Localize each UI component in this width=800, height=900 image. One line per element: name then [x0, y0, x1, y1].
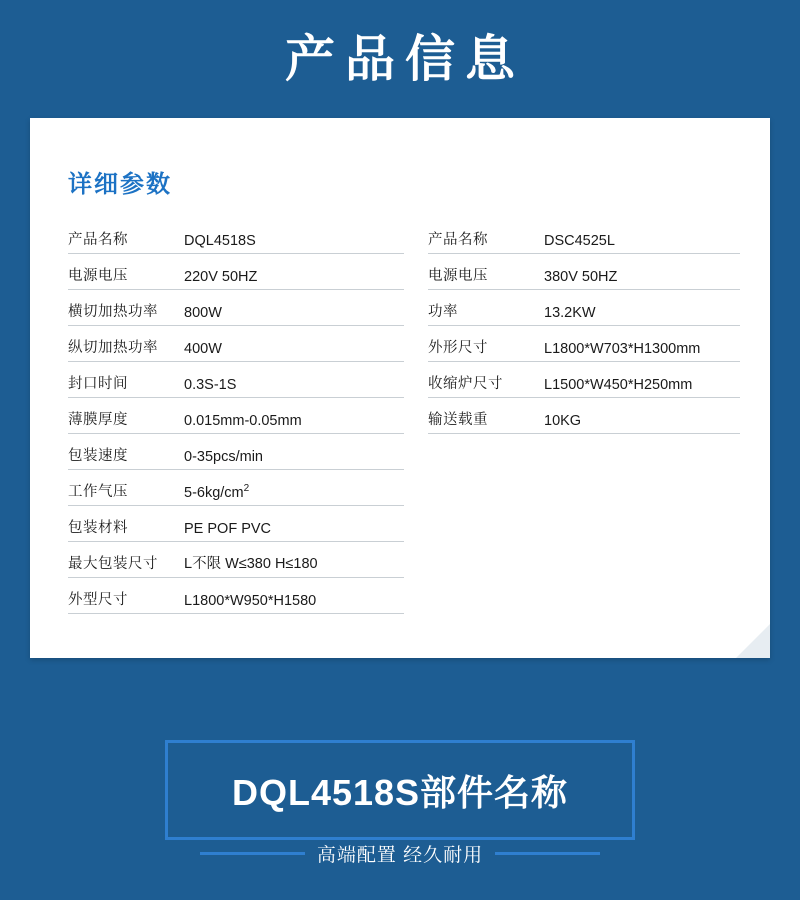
spec-label: 包装速度 — [68, 448, 128, 464]
spec-label: 输送载重 — [428, 412, 488, 428]
spec-value: 0.3S-1S — [184, 377, 237, 393]
spec-label: 薄膜厚度 — [68, 412, 128, 428]
spec-value: 0.015mm-0.05mm — [184, 413, 302, 429]
spec-label: 外形尺寸 — [428, 340, 488, 356]
spec-value-text: 5-6kg/cm — [184, 485, 244, 501]
page-title: 产品信息 — [285, 31, 525, 87]
table-row — [68, 542, 404, 578]
table-row — [68, 326, 404, 362]
spec-value: 13.2KW — [544, 305, 596, 321]
spec-value: PE POF PVC — [184, 521, 272, 537]
table-row — [68, 434, 404, 470]
divider-left — [200, 852, 305, 855]
spec-value: DSC4525L — [544, 233, 615, 249]
spec-table — [68, 218, 740, 614]
spec-label: 产品名称 — [68, 232, 128, 248]
spec-label: 功率 — [428, 304, 458, 320]
table-row — [68, 218, 404, 254]
banner-subtitle-row — [0, 840, 800, 867]
table-row — [428, 290, 740, 326]
spec-value: 0-35pcs/min — [184, 449, 263, 465]
table-row — [68, 254, 404, 290]
divider-right — [495, 852, 600, 855]
table-row — [68, 578, 404, 614]
spec-value: 800W — [184, 305, 222, 321]
spec-value: 220V 50HZ — [184, 269, 258, 285]
spec-value: L1500*W450*H250mm — [544, 377, 693, 393]
table-row — [68, 398, 404, 434]
spec-column-left — [68, 218, 404, 614]
table-row — [68, 362, 404, 398]
table-row — [428, 362, 740, 398]
spec-value: 380V 50HZ — [544, 269, 618, 285]
spec-label: 电源电压 — [68, 268, 128, 284]
spec-value: L1800*W950*H1580 — [184, 593, 317, 609]
spec-value: 10KG — [544, 413, 582, 429]
banner-subtitle: 高端配置 经久耐用 — [316, 845, 484, 866]
spec-label: 外型尺寸 — [68, 592, 128, 608]
spec-column-right — [404, 218, 740, 614]
spec-label: 封口时间 — [68, 376, 128, 392]
spec-value: L1800*W703*H1300mm — [544, 341, 701, 357]
spec-label: 横切加热功率 — [68, 304, 158, 320]
spec-label: 最大包装尺寸 — [68, 556, 158, 572]
banner-title: DQL4518S部件名称 — [231, 771, 569, 813]
spec-value — [184, 483, 249, 501]
table-row — [68, 470, 404, 506]
spec-value-superscript: 2 — [243, 483, 250, 495]
spec-label: 收缩炉尺寸 — [428, 376, 503, 392]
table-row — [428, 218, 740, 254]
spec-value: L不限 W≤380 H≤180 — [184, 556, 318, 572]
table-row — [428, 254, 740, 290]
page-header — [0, 0, 800, 118]
bottom-banner — [0, 700, 800, 900]
spec-label: 工作气压 — [68, 484, 128, 500]
table-row — [68, 290, 404, 326]
spec-card-title: 详细参数 — [68, 171, 172, 198]
spec-value: 400W — [184, 341, 222, 357]
spec-label: 包装材料 — [68, 520, 128, 536]
table-row — [428, 398, 740, 434]
spec-label: 产品名称 — [428, 232, 488, 248]
table-row — [428, 326, 740, 362]
banner-title-box — [165, 740, 635, 840]
table-row — [68, 506, 404, 542]
spec-card — [30, 118, 770, 658]
spec-label: 电源电压 — [428, 268, 488, 284]
spec-value: DQL4518S — [184, 233, 256, 249]
spec-label: 纵切加热功率 — [68, 340, 158, 356]
